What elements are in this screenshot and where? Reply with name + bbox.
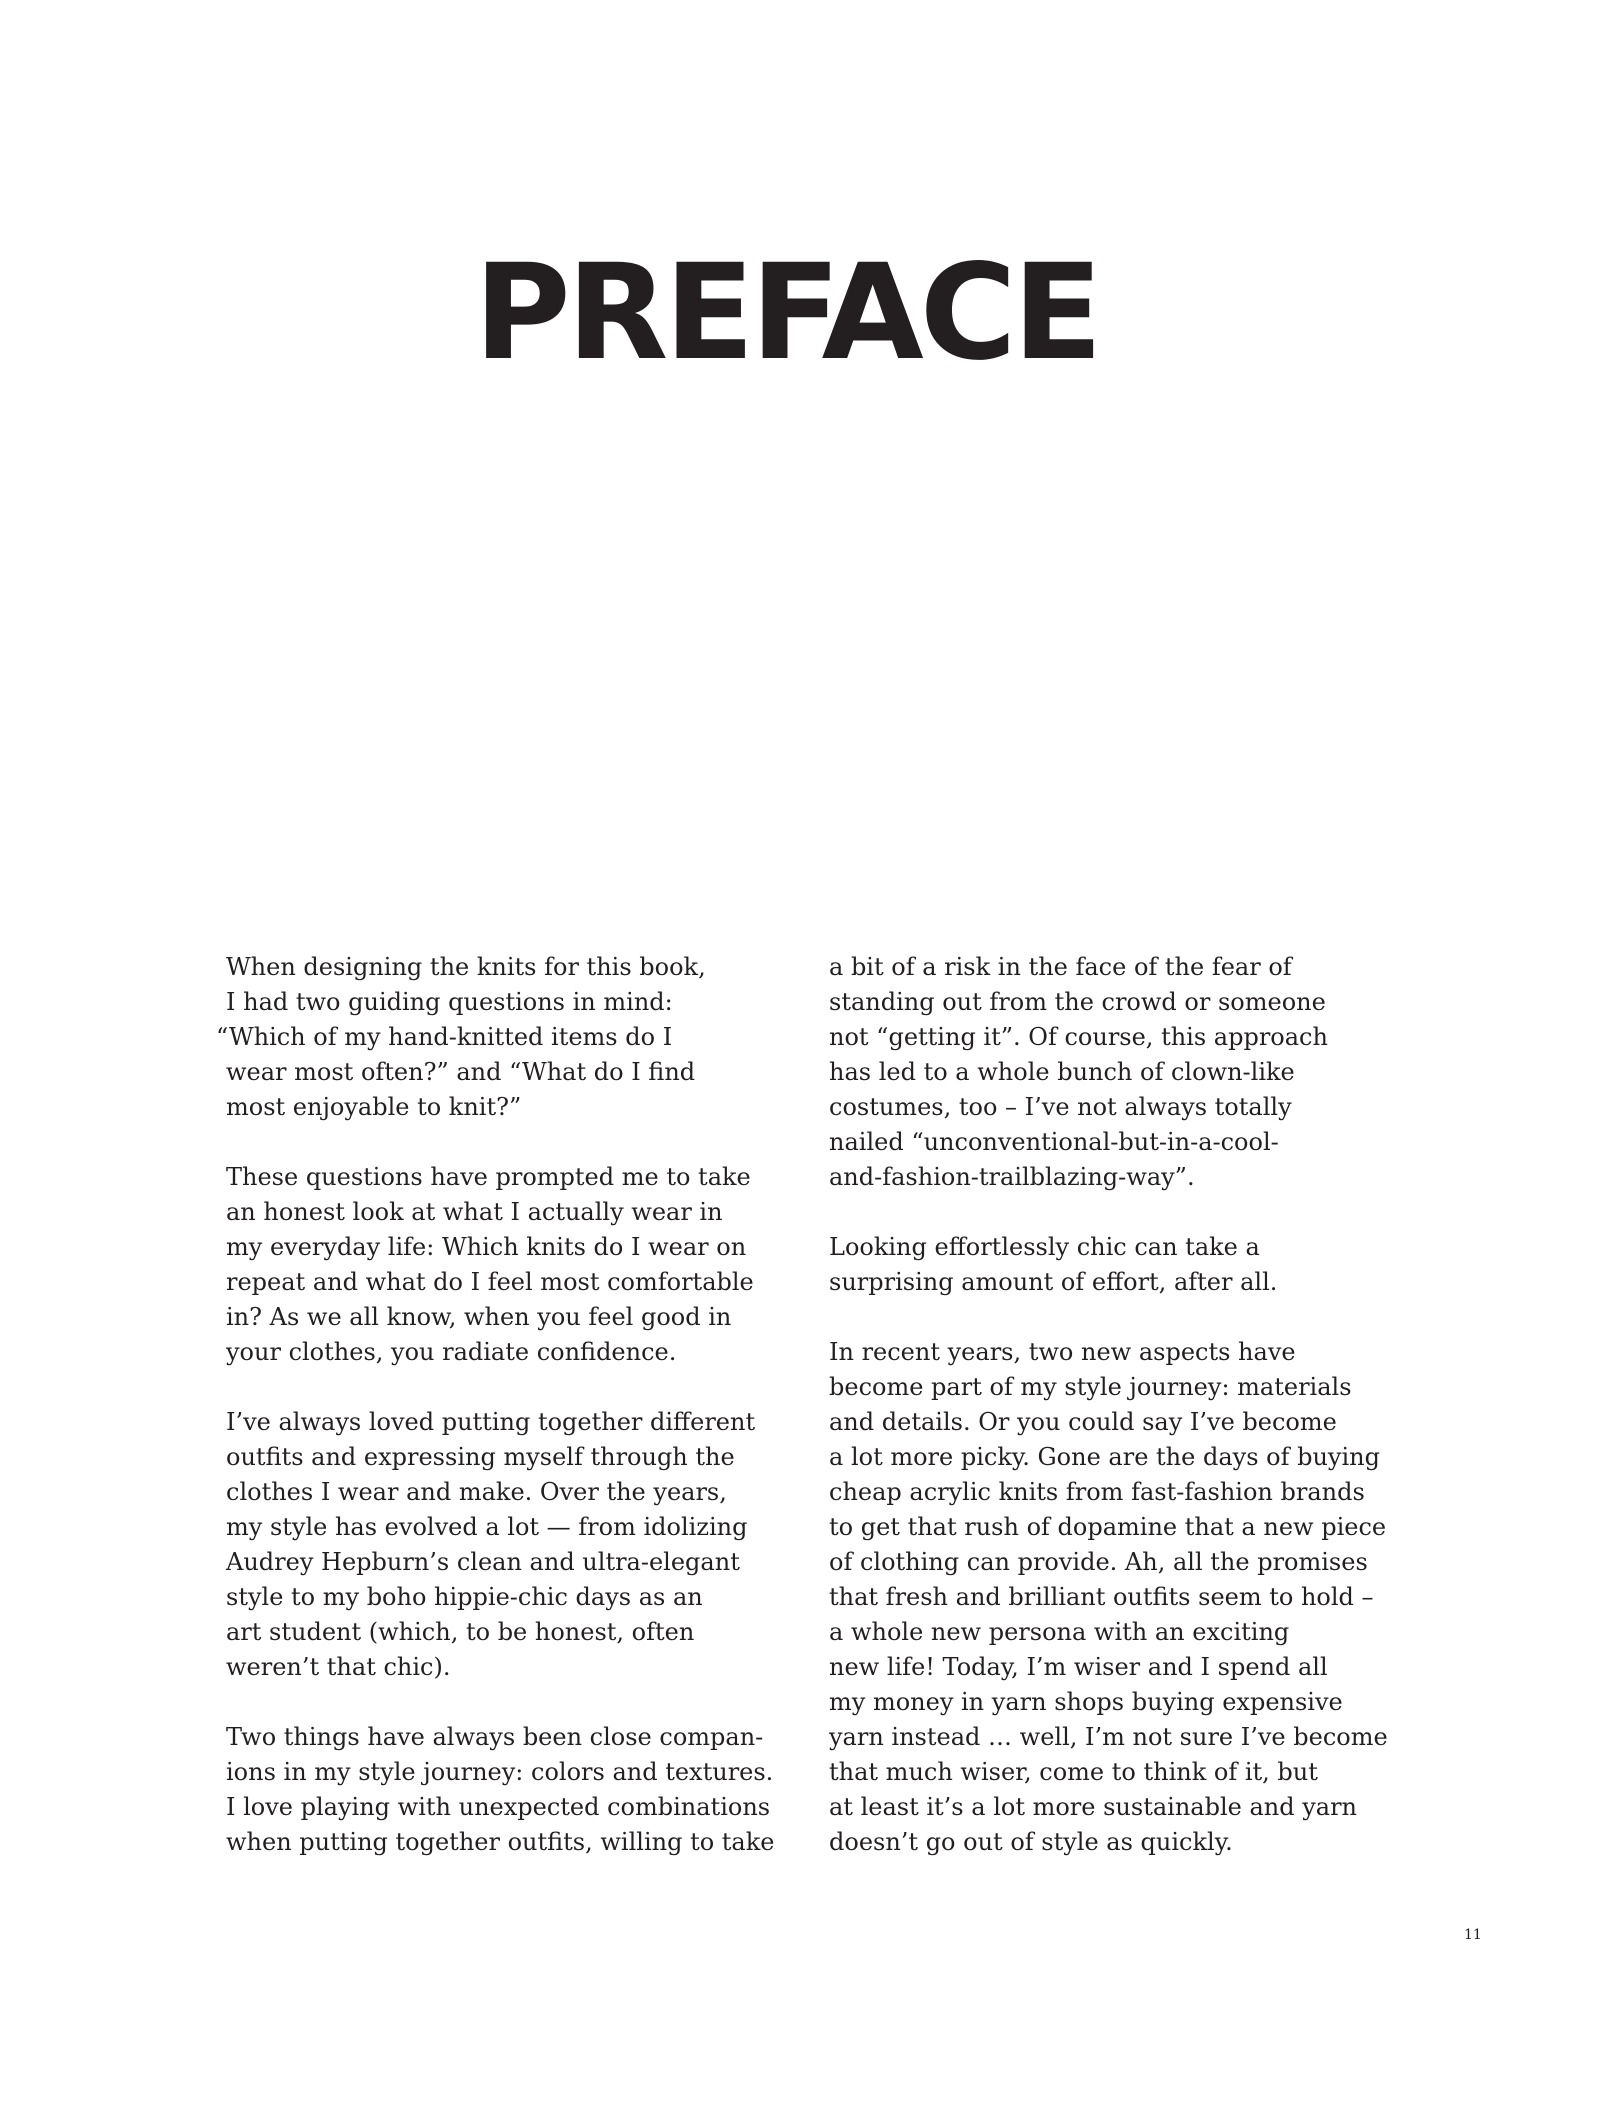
text-line: When designing the knits for this book,	[226, 953, 706, 981]
text-line: Looking effortlessly chic can take a	[829, 1233, 1260, 1261]
text-line: most enjoyable to knit?”	[226, 1093, 522, 1121]
page-number: 11	[1464, 1927, 1482, 1943]
text-line: my style has evolved a lot — from idolizing	[226, 1513, 748, 1541]
text-line: not “getting it”. Of course, this approach	[829, 1023, 1328, 1051]
text-line: has led to a whole bunch of clown-like	[829, 1058, 1295, 1086]
text-line: weren’t that chic).	[226, 1653, 451, 1681]
text-line: costumes, too – I’ve not always totally	[829, 1093, 1292, 1121]
text-line: In recent years, two new aspects have	[829, 1338, 1296, 1366]
text-line: art student (which, to be honest, often	[226, 1618, 695, 1646]
text-line: your clothes, you radiate confidence.	[226, 1338, 677, 1366]
text-line: “Which of my hand-knitted items do I	[216, 1023, 673, 1051]
text-line: standing out from the crowd or someone	[829, 988, 1326, 1016]
text-line: style to my boho hippie-chic days as an	[226, 1583, 703, 1611]
text-line: These questions have prompted me to take	[226, 1163, 751, 1191]
text-line: doesn’t go out of style as quickly.	[829, 1828, 1233, 1856]
text-line: yarn instead … well, I’m not sure I’ve become	[829, 1723, 1388, 1751]
text-line: wear most often?” and “What do I find	[226, 1058, 696, 1086]
text-line: when putting together outfits, willing to take	[226, 1828, 775, 1856]
text-line: that much wiser, come to think of it, but	[829, 1758, 1318, 1786]
left-text-column	[216, 950, 786, 1860]
text-line: to get that rush of dopamine that a new piece	[829, 1513, 1387, 1541]
text-line: Audrey Hepburn’s clean and ultra-elegant	[226, 1548, 740, 1576]
text-line: become part of my style journey: materials	[829, 1373, 1352, 1401]
text-line: that fresh and brilliant outfits seem to hold –	[829, 1583, 1374, 1611]
text-line: my everyday life: Which knits do I wear on	[226, 1233, 747, 1261]
right-text-column	[829, 950, 1389, 1860]
text-line: I had two guiding questions in mind:	[226, 988, 673, 1016]
text-line: cheap acrylic knits from fast-fashion brands	[829, 1478, 1365, 1506]
text-line: ions in my style journey: colors and textures.	[226, 1758, 774, 1786]
text-line: in? As we all know, when you feel good in	[226, 1303, 732, 1331]
text-line: of clothing can provide. Ah, all the promises	[829, 1548, 1368, 1576]
text-line: at least it’s a lot more sustainable and yarn	[829, 1793, 1358, 1821]
text-line: repeat and what do I feel most comfortable	[226, 1268, 754, 1296]
text-line: a lot more picky. Gone are the days of buying	[829, 1443, 1380, 1471]
text-line: a whole new persona with an exciting	[829, 1618, 1290, 1646]
text-line: surprising amount of effort, after all.	[829, 1268, 1278, 1296]
text-line: and-fashion-trailblazing-way”.	[829, 1163, 1195, 1191]
text-line: I’ve always loved putting together different	[226, 1408, 756, 1436]
text-line: clothes I wear and make. Over the years,	[226, 1478, 727, 1506]
text-line: nailed “unconventional-but-in-a-cool-	[829, 1128, 1279, 1156]
text-line: my money in yarn shops buying expensive	[829, 1688, 1343, 1716]
text-line: and details. Or you could say I’ve become	[829, 1408, 1337, 1436]
text-line: outfits and expressing myself through the	[226, 1443, 735, 1471]
page-title: PREFACE	[474, 236, 1099, 390]
text-line: an honest look at what I actually wear in	[226, 1198, 723, 1226]
text-line: new life! Today, I’m wiser and I spend all	[829, 1653, 1328, 1681]
text-line: Two things have always been close compan-	[226, 1723, 764, 1751]
text-line: a bit of a risk in the face of the fear of	[829, 953, 1292, 981]
text-line: I love playing with unexpected combinations	[226, 1793, 771, 1821]
